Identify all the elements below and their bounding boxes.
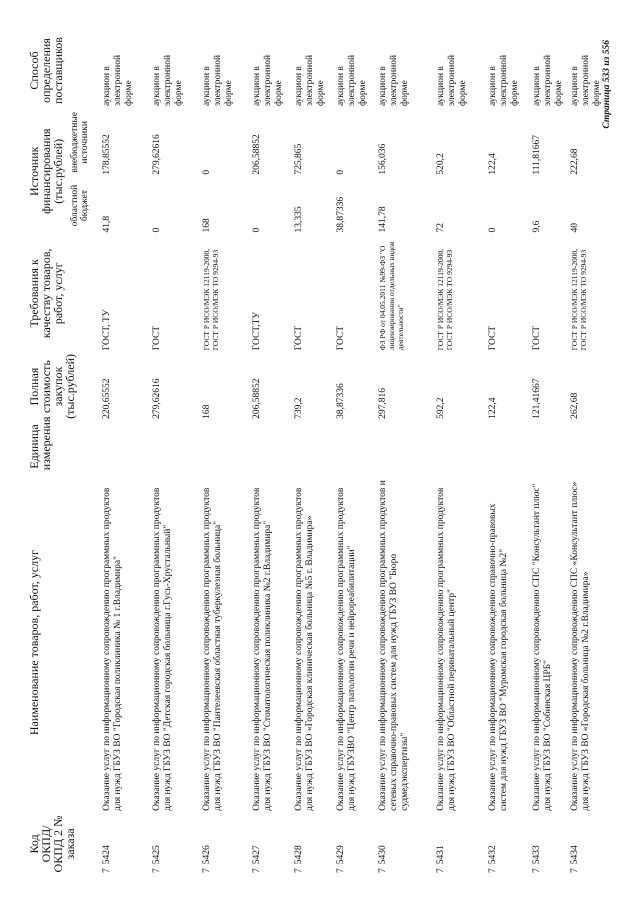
row-total: 220,65552 [102, 378, 112, 419]
row-order-number: 5434 [570, 845, 580, 865]
row-regional: 38,87336 [336, 196, 346, 233]
row-requirements: ГОСТ, ТУ [102, 309, 112, 351]
row-total: 206,58852 [252, 378, 262, 419]
page-number: Страница 533 из 556 [602, 40, 612, 129]
row-extrabudget: 111,81667 [532, 134, 542, 175]
row-method: аукцион в электронной форме [152, 54, 184, 107]
row-method: аукцион в электронной форме [294, 54, 326, 107]
row-unit [250, 421, 292, 472]
row-code [334, 813, 376, 875]
row-order-number: 5428 [294, 845, 304, 865]
row-name: Оказание услуг по информационному сопровождению программных продуктов для нужд ГБУЗ ВО «Городская клиническая больница №5 г. Владимира» [294, 487, 315, 811]
row-code-prefix: 7 [488, 868, 498, 873]
row-total: 168 [202, 404, 212, 419]
row-extrabudget: 725,865 [294, 143, 304, 175]
row-order-number: 5433 [532, 845, 542, 865]
header-code: Код ОКПД/ ОКПД 2 № заказа [27, 815, 77, 873]
header-total: Полная стоимость закупок (тыс.рублей) [27, 353, 77, 419]
row-code [530, 813, 568, 875]
header-row [28, 33, 64, 875]
row-unit [486, 421, 530, 472]
row-requirements: ГОСТ [152, 325, 162, 351]
row-code-prefix: 7 [102, 868, 112, 873]
row-total: 739,2 [294, 397, 304, 419]
row-order-number: 5430 [378, 845, 388, 865]
table-row [568, 33, 618, 875]
row-extrabudget: 206,58852 [252, 134, 262, 175]
row-total: 121,41667 [532, 378, 542, 419]
row-regional: 13,335 [294, 206, 304, 233]
row-name: Оказание услуг по информационному сопровождению программных продуктов для нужд ГБУЗВО "Центр патологии речи и нейрореабилитации" [336, 487, 357, 811]
row-code-prefix: 7 [570, 868, 580, 873]
row-code [200, 813, 250, 875]
header-funding: Источник финансирования (тыс.рублей) [27, 128, 65, 214]
row-requirements: ГОСТ [294, 325, 304, 351]
row-requirements: ГОСТ Р ИСО/МЭК 12119-2000, ГОСТ Р ИСО/МЭК ТО 9294-93 [202, 248, 220, 351]
row-requirements: ГОСТ [488, 325, 498, 351]
row-regional: 0 [152, 227, 162, 233]
row-code [292, 813, 334, 875]
header-regional: областной бюджет [70, 184, 90, 227]
header-method: Способ определения поставщиков [27, 37, 65, 105]
table-row [434, 33, 486, 875]
header-unit: Единица измерения [27, 416, 53, 471]
row-extrabudget: 0 [336, 169, 346, 175]
header-extrabudget: внебюджетные источники [70, 112, 90, 173]
row-order-number: 5429 [336, 845, 346, 865]
table-row [200, 33, 250, 875]
row-requirements: ФЗ РФ от 04.05.2011 №99-ФЗ "О лицензировании отдельных видов деятельности" [378, 241, 405, 351]
row-name: Оказание услуг по информационному сопровождению справочно-правовых систем для нужд ГБУЗ ВО "Муромская городская больница №2" [488, 503, 509, 811]
row-unit [100, 421, 150, 472]
row-method: аукцион в электронной форме [252, 54, 284, 107]
row-code-prefix: 7 [378, 868, 388, 873]
row-code-prefix: 7 [532, 868, 542, 873]
row-requirements: ГОСТ Р ИСО/МЭК 12119-2000, ГОСТ Р ИСО/МЭК ТО 9294-93 [436, 248, 454, 351]
row-unit [530, 421, 568, 472]
row-total: 38,87336 [336, 383, 346, 419]
row-unit [150, 421, 200, 472]
row-total: 297,816 [378, 387, 388, 419]
row-method: аукцион в электронной форме [378, 54, 410, 107]
row-unit [292, 421, 334, 472]
row-regional: 0 [252, 227, 262, 233]
row-code-prefix: 7 [436, 868, 446, 873]
row-order-number: 5426 [202, 845, 212, 865]
table-row [530, 33, 568, 875]
table-row [150, 33, 200, 875]
row-method: аукцион в электронной форме [570, 54, 602, 107]
table-body [100, 33, 618, 875]
row-order-number: 5424 [102, 845, 112, 865]
row-order-number: 5432 [488, 845, 498, 865]
row-requirements: ГОСТ,ТУ [252, 311, 262, 351]
row-code [150, 813, 200, 875]
row-name: Оказание услуг по информационному сопровождению программных продуктов для нужд ГБУЗ ВО "Стоматологическая поликлиника №2 г.Владимира" [252, 487, 273, 811]
row-regional: 72 [436, 222, 446, 233]
row-total: 592,2 [436, 397, 446, 419]
row-method: аукцион в электронной форме [488, 54, 520, 107]
table-row [334, 33, 376, 875]
row-method: аукцион в электронной форме [532, 54, 564, 107]
row-regional: 40 [570, 222, 580, 233]
header-requirements: Требования к качеству товаров, работ, услуг [27, 248, 65, 339]
header-name: Наименование товаров, работ, услуг [27, 549, 41, 736]
row-unit [568, 421, 618, 472]
row-order-number: 5425 [152, 845, 162, 865]
row-regional: 0 [488, 227, 498, 233]
row-name: Оказание услуг по информационному сопровождению программных продуктов для нужд ГБУЗ ВО "Детская городская больница г.Гусь-Хрустальный" [152, 487, 173, 811]
row-extrabudget: 222,68 [570, 148, 580, 175]
row-regional: 141,78 [378, 206, 388, 233]
row-code-prefix: 7 [152, 868, 162, 873]
row-code [250, 813, 292, 875]
row-code-prefix: 7 [252, 868, 262, 873]
row-requirements: ГОСТ Р ИСО/МЭК 12119-2000, ГОСТ Р ИСО/МЭК ТО 9294-93 [570, 248, 588, 351]
row-regional: 9,6 [532, 220, 542, 233]
row-unit [200, 421, 250, 472]
row-method: аукцион в электронной форме [436, 54, 468, 107]
row-order-number: 5431 [436, 845, 446, 865]
row-code [100, 813, 150, 875]
row-method: аукцион в электронной форме [336, 54, 368, 107]
row-requirements: ГОСТ [336, 325, 346, 351]
row-code-prefix: 7 [336, 868, 346, 873]
row-name: Оказание услуг по информационному сопровождению программных продуктов и сетевых справочно-правовых систем для нужд ГБУЗ ВО "Бюро судмедэкспертизы" [378, 480, 410, 811]
row-code-prefix: 7 [202, 868, 212, 873]
row-code [486, 813, 530, 875]
row-extrabudget: 178,85552 [102, 134, 112, 175]
row-method: аукцион в электронной форме [202, 54, 234, 107]
row-name: Оказание услуг по информационному сопровождению программных продуктов для нужд ГБУЗ ВО "Городская поликлиника № 1 г.Владимира" [102, 487, 123, 811]
row-unit [376, 421, 434, 472]
table-row [292, 33, 334, 875]
row-regional: 168 [202, 218, 212, 233]
row-extrabudget: 156,036 [378, 143, 388, 175]
row-code [568, 813, 618, 875]
table-row [250, 33, 292, 875]
row-extrabudget: 0 [202, 169, 212, 175]
procurement-table [28, 33, 618, 875]
row-name: Оказание услуг по информационному сопровождению СПС "Консультант плюс" для нужд ГБУЗ ВО "Собинская ЦРБ" [532, 483, 553, 811]
row-code [376, 813, 434, 875]
row-name: Оказание услуг по информационному сопровождению СПС «Консультант плюс» для нужд ГБУЗ ВО «Городская больница №2 г.Владимира» [570, 481, 591, 811]
row-code-prefix: 7 [294, 868, 304, 873]
row-extrabudget: 279,62616 [152, 134, 162, 175]
row-total: 279,62616 [152, 378, 162, 419]
row-method: аукцион в электронной форме [102, 54, 134, 107]
row-order-number: 5427 [252, 845, 262, 865]
row-requirements: ГОСТ [532, 325, 542, 351]
table-row [486, 33, 530, 875]
row-total: 122,4 [488, 397, 498, 419]
row-extrabudget: 520,2 [436, 153, 446, 175]
row-regional: 41,8 [102, 215, 112, 233]
table-row [100, 33, 150, 875]
row-name: Оказание услуг по информационному сопровождению программных продуктов для нужд ГБУЗ ВО "Пантелеевская областная туберкулезная больница" [202, 487, 223, 811]
row-unit [434, 421, 486, 472]
row-extrabudget: 122,4 [488, 153, 498, 175]
row-name: Оказание услуг по информационному сопровождению программных продуктов для нужд ГБУЗ ВО "Областной перинатальный центр" [436, 487, 457, 811]
row-unit [334, 421, 376, 472]
table-row [376, 33, 434, 875]
row-total: 262,68 [570, 392, 580, 419]
row-code [434, 813, 486, 875]
